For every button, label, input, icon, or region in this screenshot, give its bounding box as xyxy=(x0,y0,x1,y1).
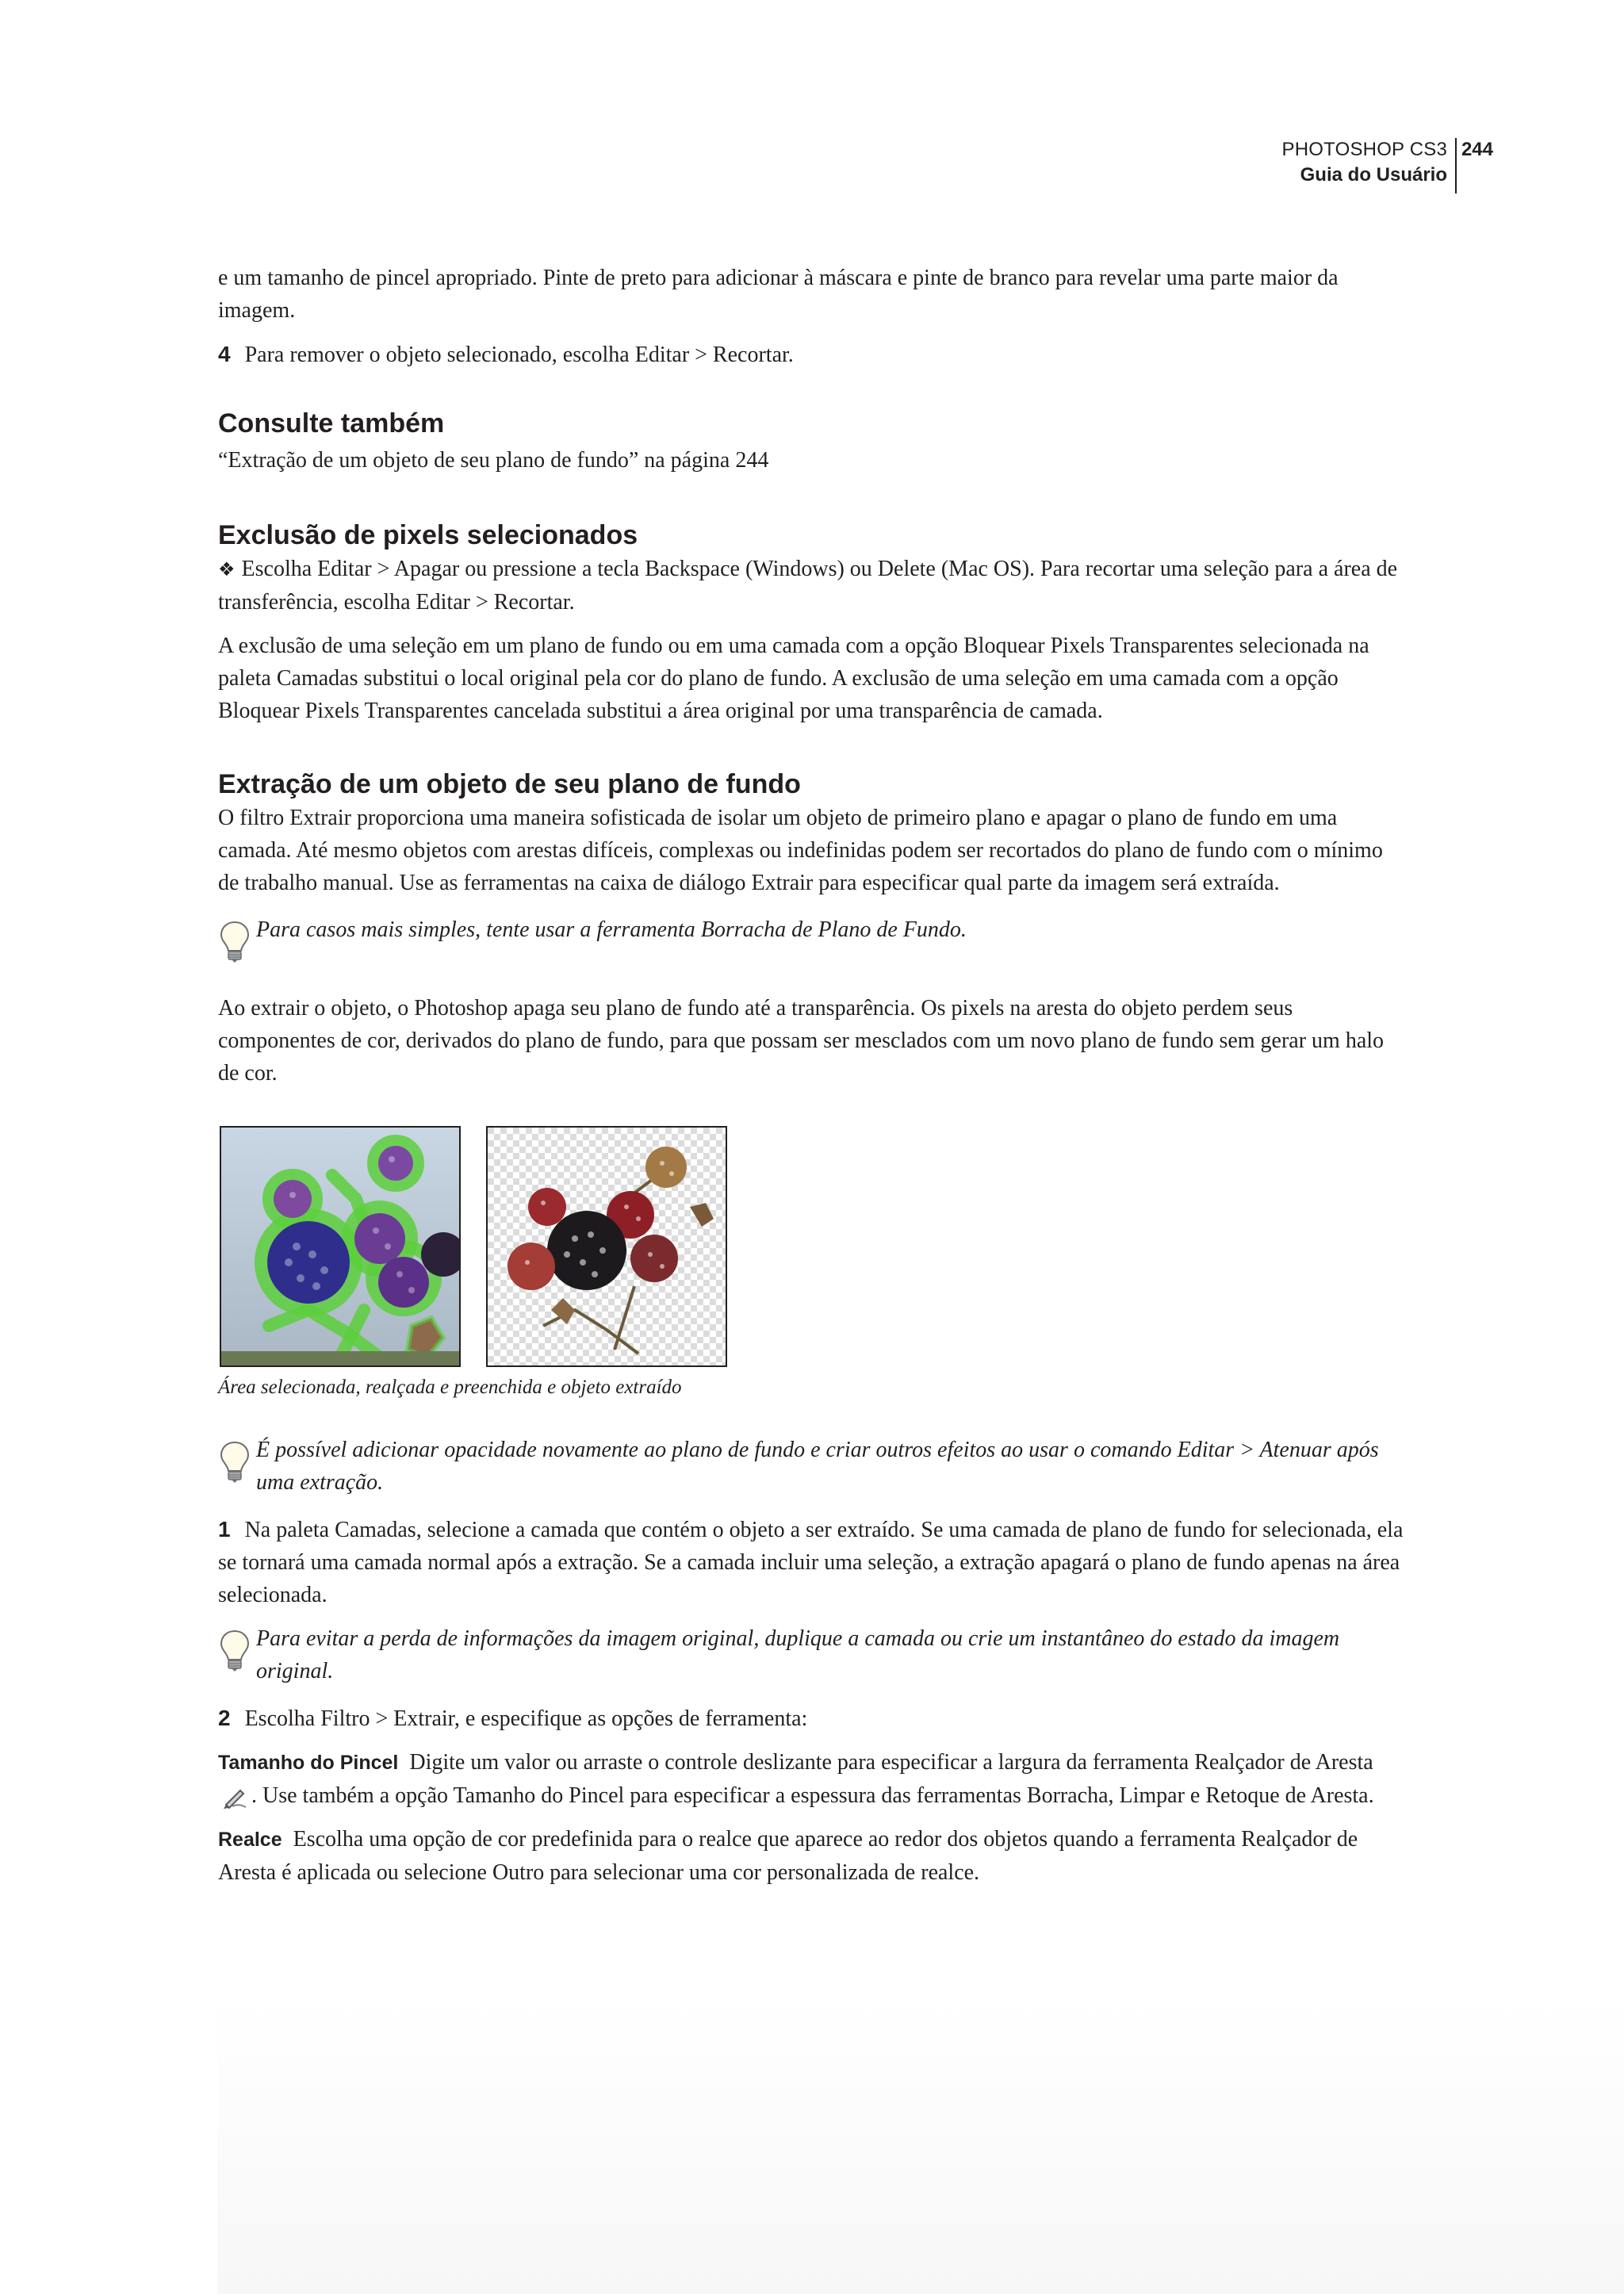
step-1-text: Na paleta Camadas, selecione a camada que contém o objeto a ser extraído. Se uma camada de plano de fundo for selecionada, ela se tornará uma camada normal após a extração. Se a camada incluir uma seleção, a extração apagará o plano de fundo apenas na área selecionada. xyxy=(218,1518,1404,1607)
option-highlight xyxy=(218,1823,1404,1889)
edge-highlighter-icon xyxy=(221,1786,248,1810)
page-shadow xyxy=(217,1998,1624,2294)
page-content xyxy=(218,262,1404,1889)
option-brush-size-text-a: Digite um valor ou arraste o controle deslizante para especificar a largura da ferramenta Realçador de Aresta xyxy=(409,1750,1373,1775)
extract-body-1: O filtro Extrair proporciona uma maneira sofisticada de isolar um objeto de primeiro plano e apagar o plano de fundo em uma camada. Até mesmo objetos com arestas difíceis, complexas ou indefinidas podem ser recortados do plano de fundo com o mínimo de trabalho manual. Use as ferramentas na caixa de diálogo Extrair para especificar qual parte da imagem será extraída. xyxy=(218,806,1383,895)
figure-caption: Área selecionada, realçada e preenchida e objeto extraído xyxy=(218,1377,682,1398)
intro-continuation: e um tamanho de pincel apropriado. Pinte de preto para adicionar à máscara e pinte de branco para revelar uma parte maior da imagem. xyxy=(218,266,1339,323)
option-brush-size xyxy=(218,1746,1404,1812)
header-guide-title: Guia do Usuário xyxy=(1300,164,1447,186)
lightbulb-icon xyxy=(218,920,251,964)
bullet-icon: ❖ xyxy=(218,558,236,580)
tip-3 xyxy=(218,1622,1404,1687)
page-number: 244 xyxy=(1461,139,1493,160)
see-also-link[interactable]: “Extração de um objeto de seu plano de fundo” na página 244 xyxy=(218,448,769,473)
option-highlight-text: Escolha uma opção de cor predefinida para o realce que aparece ao redor dos objetos quando a ferramenta Realçador de Aresta é aplicada ou selecione Outro para selecionar uma cor personalizada de realce. xyxy=(218,1827,1358,1885)
deleting-bullet xyxy=(218,553,1404,618)
step-2 xyxy=(218,1702,1404,1735)
tip-2 xyxy=(218,1434,1404,1499)
step-1 xyxy=(218,1513,1404,1611)
deleting-body: A exclusão de uma seleção em um plano de fundo ou em uma camada com a opção Bloquear Pixels Transparentes selecionada na paleta Camadas substitui o local original pela cor do plano de fundo. A exclusão de uma seleção em uma camada com a opção Bloquear Pixels Transparentes cancelada substitui a área original por uma transparência de camada. xyxy=(218,634,1369,723)
step-4 xyxy=(218,338,1404,371)
extract-heading: Extração de um objeto de seu plano de fundo xyxy=(218,769,801,799)
option-brush-size-text-b: . Use também a opção Tamanho do Pincel para especificar a espessura das ferramentas Borracha, Limpar e Retoque de Aresta. xyxy=(251,1783,1374,1808)
selected-area-image xyxy=(221,1128,459,1365)
step-2-text: Escolha Filtro > Extrair, e especifique as opções de ferramenta: xyxy=(244,1706,808,1731)
option-highlight-term: Realce xyxy=(218,1829,282,1851)
header-titles xyxy=(1282,138,1447,189)
option-brush-size-term: Tamanho do Pincel xyxy=(218,1752,399,1774)
extract-body-2: Ao extrair o objeto, o Photoshop apaga seu plano de fundo até a transparência. Os pixels na aresta do objeto perdem seus componentes de cor, derivados do plano de fundo, para que possam ser mesclados com um novo plano de fundo sem gerar um halo de cor. xyxy=(218,996,1385,1086)
header-product: PHOTOSHOP CS3 xyxy=(1281,139,1447,160)
deleting-bullet-text: Escolha Editar > Apagar ou pressione a tecla Backspace (Windows) ou Delete (Mac OS). Para recortar uma seleção para a área de transferência, escolha Editar > Recortar. xyxy=(218,557,1398,615)
tip-2-text: É possível adicionar opacidade novamente ao plano de fundo e criar outros efeitos ao usar o comando Editar > Atenuar após uma extração. xyxy=(256,1438,1379,1495)
figure-row xyxy=(220,1126,1404,1367)
header-divider xyxy=(1455,138,1457,193)
step-4-number: 4 xyxy=(218,342,231,366)
see-also-heading: Consulte também xyxy=(218,408,445,439)
deleting-heading: Exclusão de pixels selecionados xyxy=(218,520,638,550)
figure-extracted-object xyxy=(486,1126,727,1367)
tip-3-text: Para evitar a perda de informações da imagem original, duplique a camada ou crie um instantâneo do estado da imagem original. xyxy=(256,1626,1340,1683)
lightbulb-icon xyxy=(218,1440,251,1484)
step-2-number: 2 xyxy=(218,1706,231,1730)
lightbulb-icon xyxy=(218,1629,251,1673)
tip-1-text: Para casos mais simples, tente usar a ferramenta Borracha de Plano de Fundo. xyxy=(256,917,967,942)
step-4-text: Para remover o objeto selecionado, escolha Editar > Recortar. xyxy=(244,343,794,367)
extracted-object-image xyxy=(488,1128,726,1365)
step-1-number: 1 xyxy=(218,1517,231,1541)
tip-1 xyxy=(218,913,1404,946)
figure-selected-highlighted xyxy=(220,1126,461,1367)
